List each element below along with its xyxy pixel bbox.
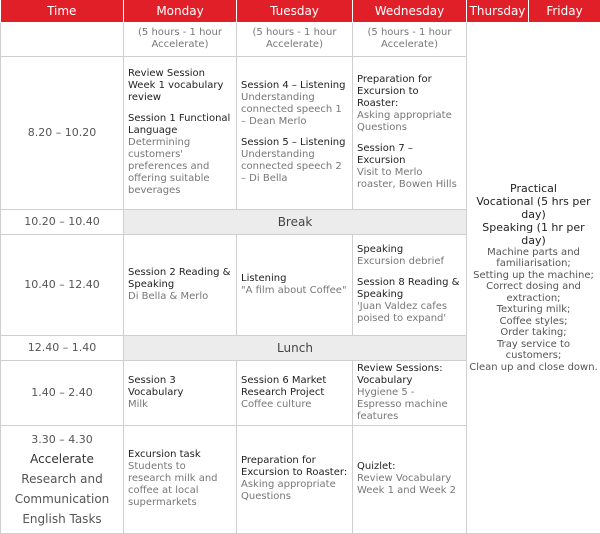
practical-item: customers;	[469, 350, 598, 362]
monday-hours-line2: Accelerate)	[128, 39, 232, 51]
row4-accelerate: Accelerate	[1, 450, 123, 469]
header-thursday: Thursday	[467, 0, 529, 22]
monday-session3-title: Session 3 Vocabulary	[128, 375, 232, 399]
lunch-time: 12.40 – 1.40	[1, 335, 124, 360]
tuesday-hours-line1: (5 hours - 1 hour	[241, 27, 348, 39]
monday-session2-desc: Di Bella & Merlo	[128, 291, 232, 303]
tuesday-prep-title: Preparation for Excursion to Roaster:	[241, 455, 348, 479]
wednesday-prep-desc: Asking appropriate Questions	[357, 110, 462, 134]
row2-wednesday	[353, 234, 467, 335]
practical-item: Texturing milk;	[469, 304, 598, 316]
row2-monday	[124, 234, 237, 335]
break-time: 10.20 – 10.40	[1, 209, 124, 234]
wednesday-session8-title: Session 8 Reading & Speaking	[357, 277, 462, 301]
tuesday-listening-title: Listening	[241, 273, 348, 285]
tuesday-prep-desc: Asking appropriate Questions	[241, 479, 348, 503]
wednesday-prep-title: Preparation for Excursion to Roaster:	[357, 74, 462, 110]
wednesday-hours-line2: Accelerate)	[357, 39, 462, 51]
row4-research: Research and	[1, 469, 123, 489]
break-label: Break	[124, 209, 467, 234]
row3-time: 1.40 – 2.40	[1, 360, 124, 425]
accelerate-row-time	[1, 22, 124, 56]
header-monday: Monday	[124, 0, 237, 22]
practical-cell	[467, 22, 600, 533]
header-tuesday: Tuesday	[237, 0, 353, 22]
tuesday-session6-title: Session 6 Market Research Project	[241, 375, 348, 399]
practical-item: Setting up the machine;	[469, 270, 598, 282]
wednesday-hours-line1: (5 hours - 1 hour	[357, 27, 462, 39]
wednesday-quizlet-desc: Review Vocabulary Week 1 and Week 2	[357, 473, 462, 497]
row1-wednesday	[353, 56, 467, 209]
tuesday-listening-desc: "A film about Coffee"	[241, 285, 348, 297]
tuesday-session5-title: Session 5 – Listening	[241, 137, 348, 149]
practical-item: Tray service to	[469, 339, 598, 351]
practical-item: Correct dosing and	[469, 281, 598, 293]
row4-wednesday	[353, 425, 467, 533]
tuesday-hours-line2: Accelerate)	[241, 39, 348, 51]
practical-item: Coffee styles;	[469, 316, 598, 328]
practical-item: Clean up and close down.	[469, 362, 598, 374]
monday-hours-line1: (5 hours - 1 hour	[128, 27, 232, 39]
accelerate-row	[1, 22, 600, 56]
wednesday-quizlet-title: Quizlet:	[357, 461, 462, 473]
wednesday-speaking-desc: Excursion debrief	[357, 256, 462, 268]
tuesday-session4-title: Session 4 – Listening	[241, 80, 348, 92]
wednesday-session7-title: Session 7 – Excursion	[357, 143, 462, 167]
wednesday-review-desc: Hygiene 5 - Espresso machine features	[357, 387, 462, 423]
wednesday-session8-desc: 'Juan Valdez cafes poised to expand'	[357, 301, 462, 325]
row4-time-range: 3.30 – 4.30	[1, 430, 123, 450]
row2-tuesday	[237, 234, 353, 335]
wednesday-speaking-title: Speaking	[357, 244, 462, 256]
lunch-label: Lunch	[124, 335, 467, 360]
row1-monday	[124, 56, 237, 209]
practical-title-1: Practical	[469, 182, 598, 195]
practical-title-2: Vocational (5 hrs per day)	[469, 195, 598, 221]
monday-review-title: Review Session Week 1 vocabulary review	[128, 68, 232, 104]
header-time: Time	[1, 0, 124, 22]
row2-time: 10.40 – 12.40	[1, 234, 124, 335]
monday-hours	[124, 22, 237, 56]
practical-item: Order taking;	[469, 327, 598, 339]
row3-monday	[124, 360, 237, 425]
monday-session3-desc: Milk	[128, 399, 232, 411]
header-friday: Friday	[529, 0, 600, 22]
tuesday-hours	[237, 22, 353, 56]
tuesday-session5-desc: Understanding connected speech 2 – Di Bella	[241, 149, 348, 185]
practical-title-3: Speaking (1 hr per day)	[469, 221, 598, 247]
practical-item: familiarisation;	[469, 258, 598, 270]
row4-time	[1, 425, 124, 533]
wednesday-session7-desc: Visit to Merlo roaster, Bowen Hills	[357, 167, 462, 191]
row3-wednesday	[353, 360, 467, 425]
row1-time: 8.20 – 10.20	[1, 56, 124, 209]
wednesday-review-title: Review Sessions: Vocabulary	[357, 363, 462, 387]
practical-item: extraction;	[469, 293, 598, 305]
row1-tuesday	[237, 56, 353, 209]
practical-item: Machine parts and	[469, 247, 598, 259]
monday-session1-desc: Determining customers' preferences and offering suitable beverages	[128, 137, 232, 197]
tuesday-session4-desc: Understanding connected speech 1 – Dean Merlo	[241, 92, 348, 128]
row4-monday	[124, 425, 237, 533]
monday-excursion-task-title: Excursion task	[128, 449, 232, 461]
row4-english-tasks: English Tasks	[1, 509, 123, 529]
row4-communication: Communication	[1, 489, 123, 509]
monday-session2-title: Session 2 Reading & Speaking	[128, 267, 232, 291]
monday-excursion-task-desc: Students to research milk and coffee at local supermarkets	[128, 461, 232, 509]
monday-session1-title: Session 1 Functional Language	[128, 113, 232, 137]
header-row	[1, 0, 600, 22]
header-wednesday: Wednesday	[353, 0, 467, 22]
tuesday-session6-desc: Coffee culture	[241, 399, 348, 411]
wednesday-hours	[353, 22, 467, 56]
row3-tuesday	[237, 360, 353, 425]
row4-tuesday	[237, 425, 353, 533]
